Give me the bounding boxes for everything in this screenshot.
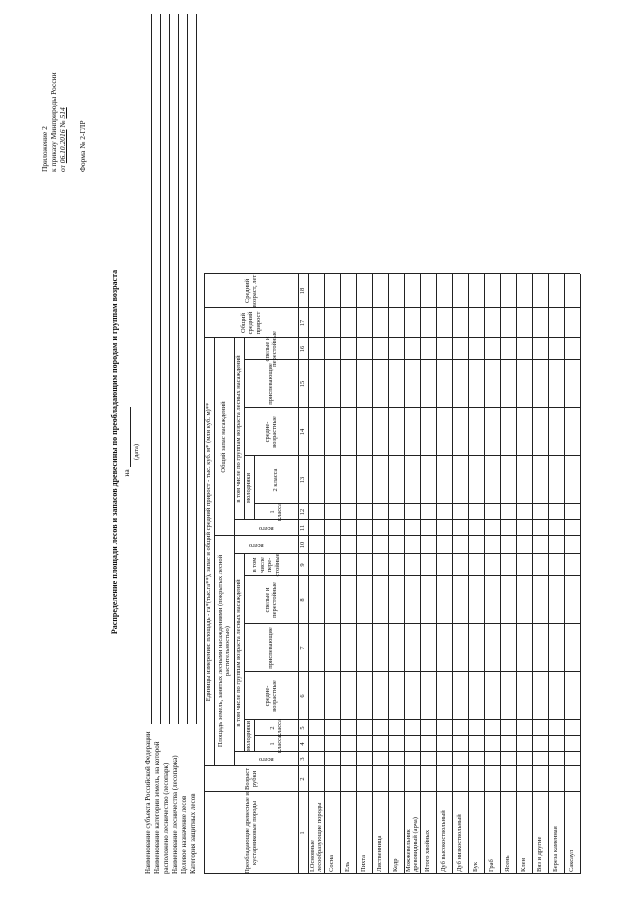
rule-h (372, 274, 373, 874)
felling-age-header: Возраст рубки (243, 768, 258, 791)
area-incl-age-header: в том числе по группам возраста лесных насаждений (235, 579, 243, 727)
volume-young-header: молодняки (245, 473, 253, 503)
rule-h (356, 274, 357, 874)
table-row-label: Ель (344, 861, 352, 872)
area-group-header: Площадь земель, занятых лесными насаждениями (покрытых лесной растительностью) (216, 554, 231, 748)
species-header: Преобладающие древесные и кустарниковые породы (243, 792, 258, 874)
table-row-label: Дуб высокоствольный (440, 810, 448, 872)
rule-h (548, 274, 549, 874)
volume-group-header: Общий запас насаждений (220, 401, 228, 473)
rule-h (340, 274, 341, 874)
volume-premature-header: приспевающие (267, 363, 275, 405)
column-number: 9 (299, 563, 307, 567)
rule-h (564, 274, 565, 874)
rule-h (308, 274, 309, 874)
area-premature-header: приспевающие (267, 627, 275, 669)
appendix-number: Приложение 2 (40, 126, 49, 172)
volume-mature-header: спелые и перестойные (263, 331, 278, 367)
volume-incl-age-header: в том числе по группам возраста лесных насаждений (235, 355, 243, 503)
rule-h (436, 274, 437, 874)
appendix-order: к приказу Минприроды России (49, 72, 58, 172)
table-row-label: Пихта (360, 854, 368, 872)
area-young-header: молодняки (245, 721, 253, 751)
increment-header: Общий средний прирост (239, 311, 262, 335)
rule-h (484, 274, 485, 874)
info-protective-category: Категория защитных лесов (189, 14, 198, 874)
rule-h (388, 274, 389, 874)
column-number: 5 (299, 726, 307, 730)
appendix-note (40, 32, 67, 172)
volume-class2-header: 2 класса (272, 468, 280, 492)
table-row-label: Вяз и другие (536, 836, 544, 872)
column-number: 12 (299, 508, 307, 516)
handwritten-date: 06.10.2016 (58, 129, 67, 164)
appendix-date-line: от 06.10.2016 № 514 (58, 107, 67, 172)
volume-class1-header: 1 класса (268, 502, 283, 522)
column-number: 16 (299, 345, 307, 353)
area-mature-header: спелые и перестойные (263, 582, 278, 618)
date-blank (122, 407, 131, 467)
rule-h (500, 274, 501, 874)
info-subject: Наименование субъекта Российской Федерации (144, 14, 153, 874)
table-row-label: Бук (472, 862, 480, 872)
area-middle-header: средне-возрастные (263, 680, 278, 712)
table-row-label: Саксаул (568, 850, 576, 872)
table-row-label: Можжевельник древовидный (арча) (404, 817, 419, 872)
column-number: 14 (299, 428, 307, 436)
rule-h (516, 274, 517, 874)
volume-total2-header: всего (258, 524, 274, 532)
area-overmature-header: в том числе пере-стойные (251, 553, 281, 577)
forest-table (204, 274, 584, 874)
rule-h (324, 274, 325, 874)
form-number: Форма № 2-ГЛР (78, 120, 87, 172)
column-number: 6 (299, 694, 307, 698)
table-row-label: Граб (488, 859, 496, 872)
column-number: 18 (299, 287, 307, 295)
rotated-form (40, 12, 600, 892)
table-row-label: Ясень (504, 855, 512, 872)
table-row-label: Итого хвойных (424, 829, 432, 872)
table-row-label: Береза каменная (552, 826, 560, 872)
avg-age-header: Средний возраст, лет (243, 274, 258, 308)
column-number: 11 (299, 524, 307, 532)
table-row-label: Лиственница (376, 835, 384, 872)
rule-h (404, 274, 405, 874)
date-caption: (дата) (133, 443, 140, 461)
table-row-label: Кедр (392, 858, 400, 872)
table-row-label: Сосна (328, 855, 336, 872)
info-forest-purpose: Целевое назначение лесов (180, 14, 189, 874)
area-total-header: всего (258, 755, 274, 763)
rule-h (452, 274, 453, 874)
units-caption: Единицы измерения: площадь - га*(тыс.га**), запас и общий средний прирост - тыс. куб. м* (млн куб. м)** (205, 402, 213, 702)
column-number: 13 (299, 476, 307, 484)
column-number: 7 (299, 646, 307, 650)
info-forestry-name: Наименование лесничества (лесопарка) (171, 14, 180, 874)
info-lines (144, 14, 198, 874)
table-row-label: Клен (520, 858, 528, 872)
area-class1-header: 1 класса (268, 734, 283, 754)
handwritten-number: 514 (58, 107, 67, 119)
column-number: 8 (299, 598, 307, 602)
column-number: 1 (299, 831, 307, 835)
volume-total-header: всего (248, 541, 264, 549)
rule-h (532, 274, 533, 874)
column-number: 17 (299, 319, 307, 327)
column-number: 10 (299, 541, 307, 549)
rule-h (468, 274, 469, 874)
column-number: 15 (299, 380, 307, 388)
rule-h (420, 274, 421, 874)
info-forestry-location: расположено лесничество (лесопарк) (162, 14, 171, 874)
document-title: Распределение площади лесов и запасов древесины по преобладающим породам и группам возраста (110, 269, 119, 635)
info-land-category: Наименование категории земель, на которой (153, 14, 162, 874)
column-number: 2 (299, 777, 307, 781)
table-row-label: I.Основные лесообразующие породы (308, 802, 323, 872)
area-class2-header: 2 класса (268, 718, 283, 738)
as-of-date-line: на (122, 322, 131, 562)
volume-middle-header: средне-возрастные (263, 416, 278, 448)
rule-h (580, 274, 581, 874)
column-number: 3 (299, 757, 307, 761)
column-number: 4 (299, 742, 307, 746)
table-row-label: Дуб низкоствольный (456, 814, 464, 872)
